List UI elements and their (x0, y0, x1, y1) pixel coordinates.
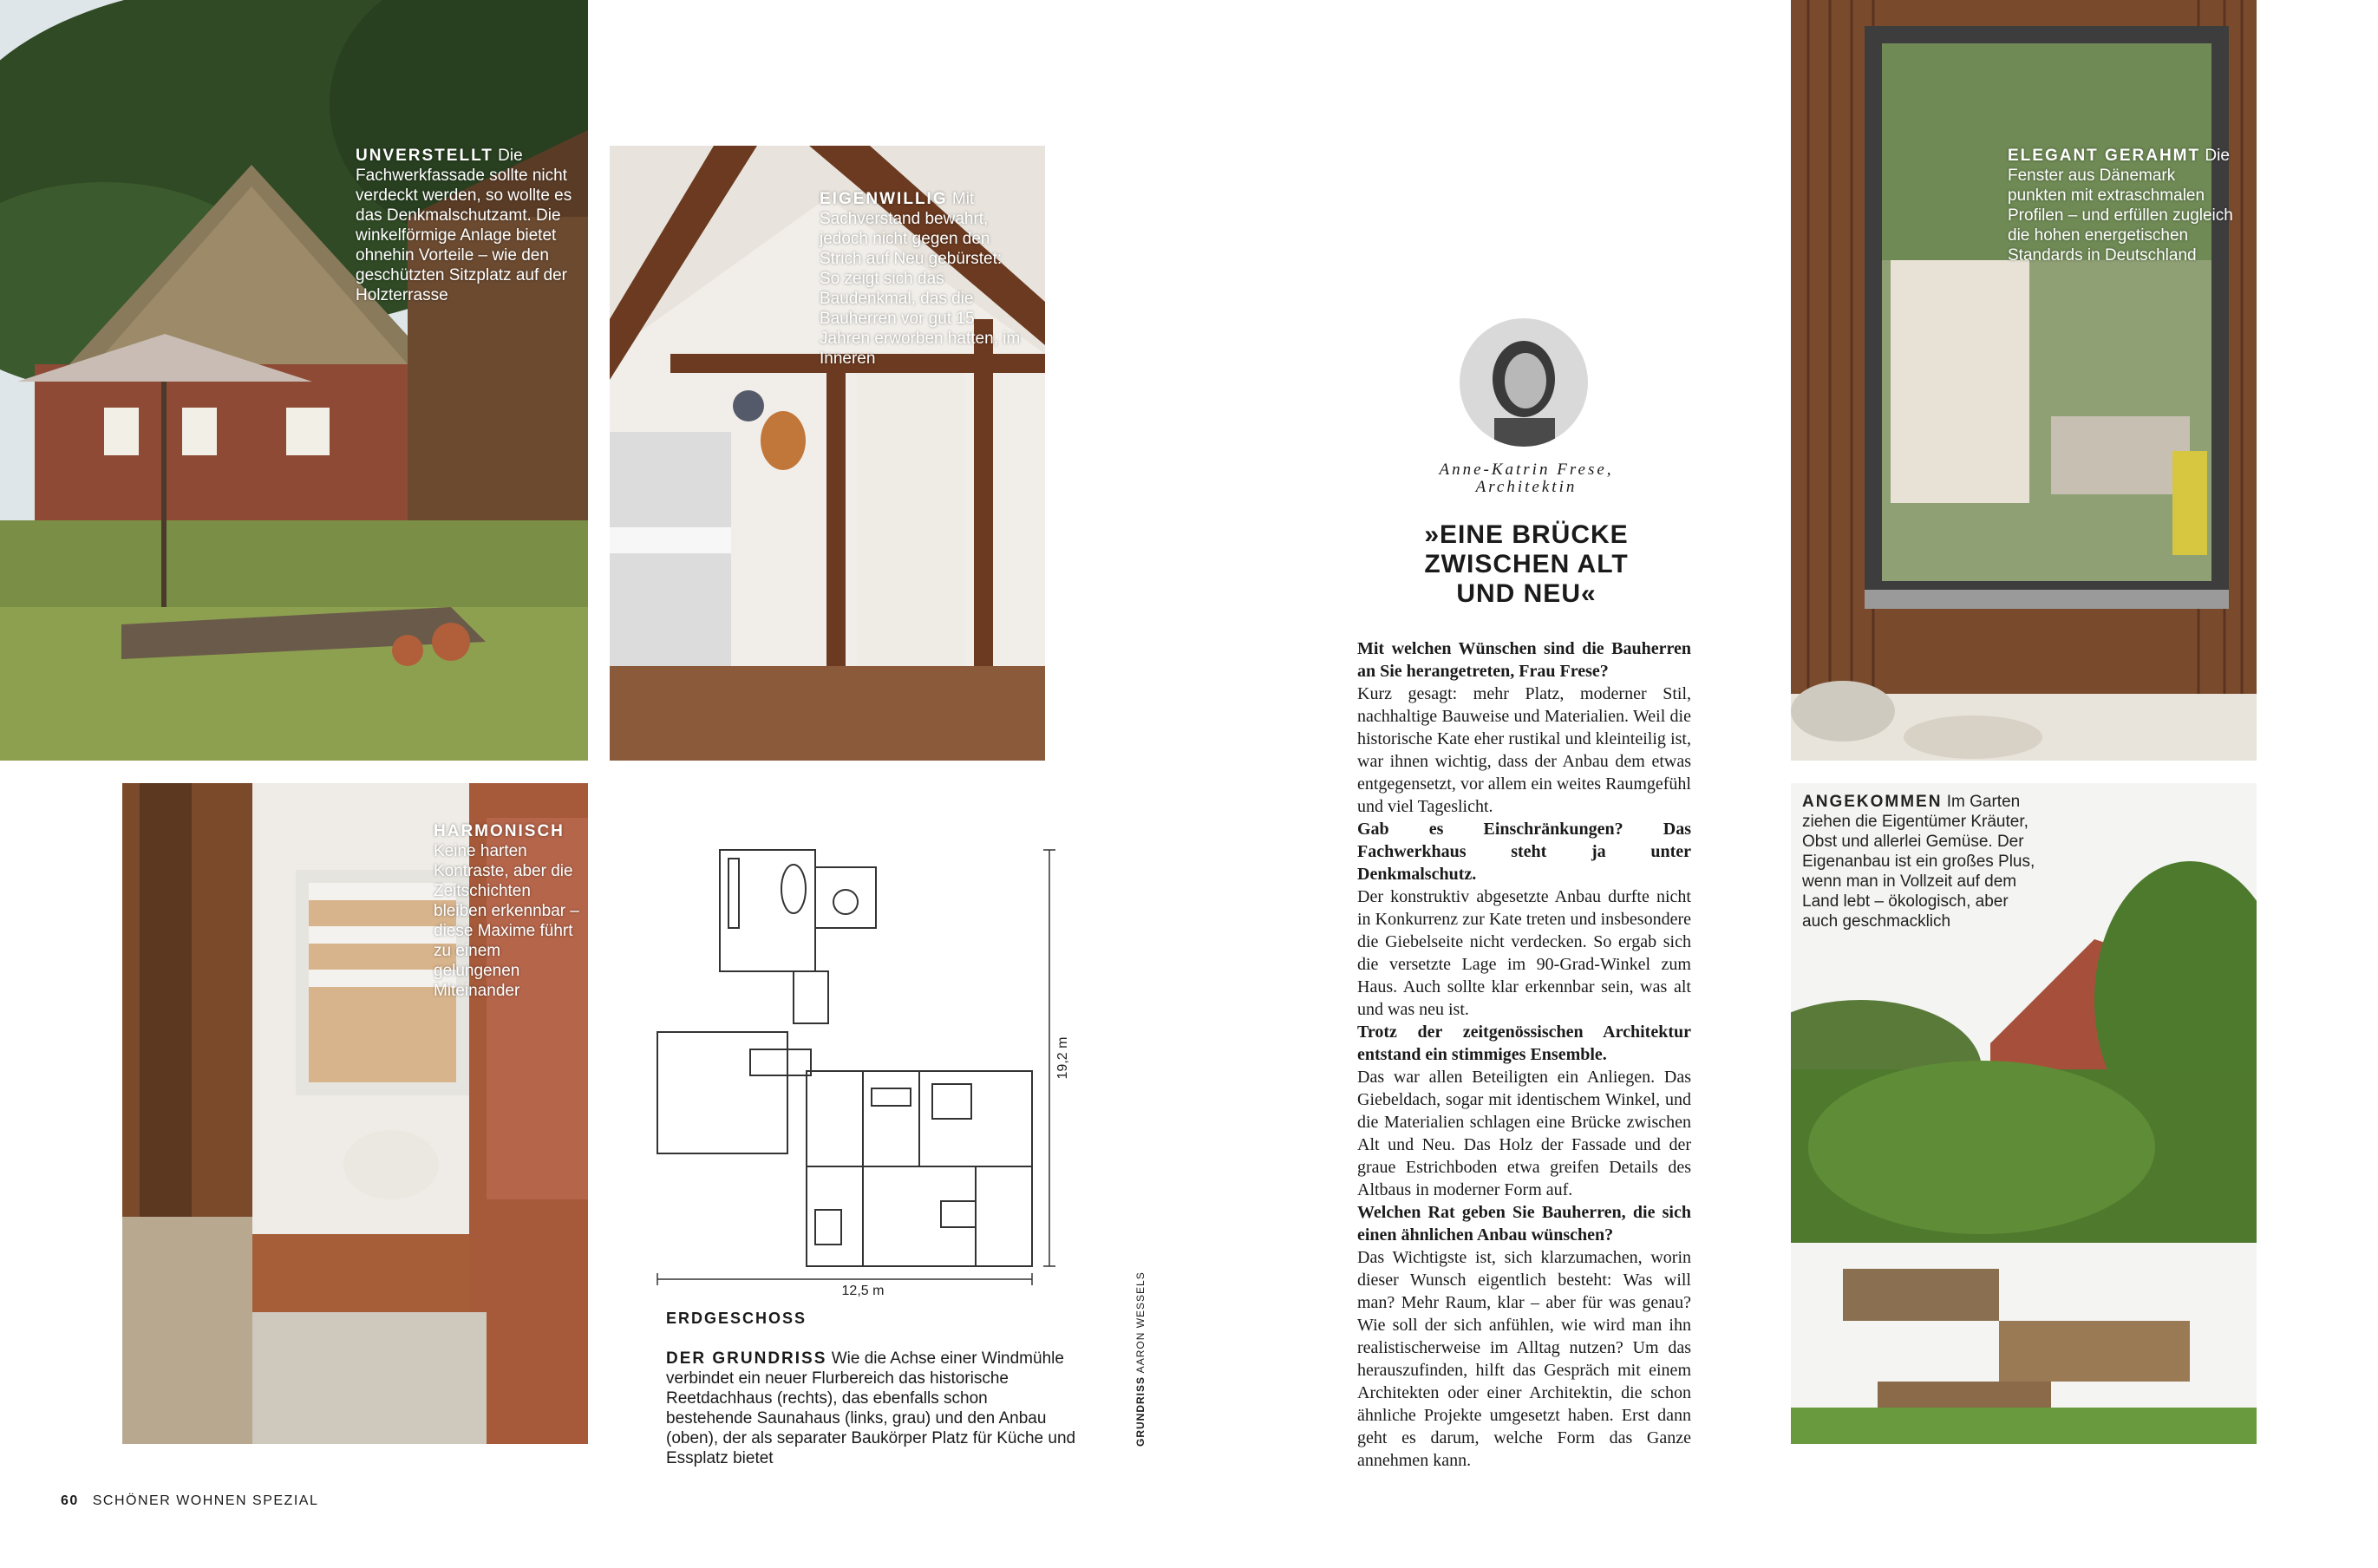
interview-answer: Kurz gesagt: mehr Platz, moderner Stil, nachhaltige Bauweise und Materialien. Weil die historische Kate eher rustikal und kleinteilig ist, war ihnen wichtig, dass der Anbau dem etwas entgegensetzt, vor allem ein weites Raumgefühl und viel Tageslicht. (1357, 684, 1691, 816)
caption-title: ANGEKOMMEN (1802, 793, 1943, 811)
interview-answer: Der konstruktiv abgesetzte Anbau durfte nicht in Konkurrenz zur Kate treten und insbesondere die Giebelseite nicht verdecken. So ergab sich die versetzte Lage im 90-Grad-Winkel zum Haus. Auch sollte klar erkennbar sein, was alt und was neu ist. (1357, 887, 1691, 1019)
plan-description (666, 1349, 1078, 1468)
caption-angekommen (1802, 792, 2036, 931)
author-credit (1362, 461, 1691, 496)
caption-title: EIGENWILLIG (820, 190, 948, 208)
interview-question: Welchen Rat geben Sie Bauherren, die sich einen ähnlichen Anbau wünschen? (1357, 1203, 1691, 1245)
caption-text: Die Fachwerkfassade sollte nicht verdeckt werden, so wollte es das Denkmalschutzamt. Die winkelförmige Anlage bietet ohnehin Vorteile – wie den geschützten Sitzplatz auf der Holzterrasse (356, 147, 572, 304)
plan-height-label: 19,2 m (1055, 1036, 1070, 1080)
page-footer (61, 1493, 318, 1509)
headline-line: ZWISCHEN ALT (1424, 550, 1629, 578)
photo-credit (1134, 1271, 1147, 1447)
interview-question: Gab es Einschränkungen? Das Fachwerkhaus steht ja unter Denkmalschutz. (1357, 820, 1691, 884)
photo-framed-window (1791, 0, 2257, 761)
caption-title: ELEGANT GERAHMT (2008, 147, 2201, 165)
plan-title: DER GRUNDRISS (666, 1349, 827, 1368)
caption-unverstellt (356, 146, 583, 305)
caption-title: HARMONISCH (434, 822, 565, 840)
plan-label: ERDGESCHOSS (666, 1310, 807, 1327)
author-name: Anne-Katrin Frese, (1439, 461, 1614, 479)
caption-elegant-gerahmt (2008, 146, 2235, 265)
floor-plan (655, 837, 1071, 1297)
plan-body: Wie die Achse einer Windmühle verbindet ein neuer Flurbereich das historische Reetdachhaus (rechts), das ebenfalls schon bestehende Saunahaus (links, grau) und den Anbau (oben), der als separater Baukörper Platz für Küche und Essplatz bietet (666, 1349, 1076, 1467)
author-role: Architektin (1475, 478, 1578, 496)
caption-text: Die Fenster aus Dänemark punkten mit extraschmalen Profilen – und erfüllen zugleich die hohen energetischen Standards in Deutschland (2008, 147, 2233, 265)
credit-label: GRUNDRISS (1134, 1375, 1147, 1447)
headline (1353, 520, 1700, 609)
interview-question: Trotz der zeitgenössischen Architektur entstand ein stimmiges Ensemble. (1357, 1022, 1691, 1064)
interview-answer: Das Wichtigste ist, sich klarzumachen, worin dieser Wunsch eigentlich besteht: Was will man? Mehr Raum, klar – aber für was genau? Wie soll der sich anfühlen, wie wird man ihn realistischerweise im Alltag nutzen? Um das herauszufinden, hilft das Gespräch mit einem Architekten oder einer Architektin, die schon ähnliche Projekte umgesetzt haben. Erst dann geht es darum, welche Form das Ganze annehmen kann. (1357, 1248, 1691, 1470)
caption-harmonisch (434, 821, 583, 1001)
interview-question: Mit welchen Wünschen sind die Bauherren an Sie herangetreten, Frau Frese? (1357, 639, 1691, 681)
caption-title: UNVERSTELLT (356, 147, 493, 165)
architect-portrait (1460, 318, 1588, 447)
page-number: 60 (61, 1493, 79, 1508)
plan-width-label: 12,5 m (841, 1284, 885, 1297)
caption-text: Keine harten Kontraste, aber die Zeitschichten bleiben erkennbar – diese Maxime führt zu einem gelungenen Miteinander (434, 842, 579, 1000)
credit-name: AARON WESSELS (1134, 1271, 1147, 1374)
headline-line: »EINE BRÜCKE (1424, 520, 1629, 549)
caption-text: Im Garten ziehen die Eigentümer Kräuter, Obst und allerlei Gemüse. Der Eigenanbau ist ein großes Plus, wenn man in Vollzeit auf dem Land lebt – ökologisch, aber auch geschmacklich (1802, 793, 2035, 931)
interview-answer: Das war allen Beteiligten ein Anliegen. Das Giebeldach, sogar mit identischem Winkel, und die Materialien schlagen eine Brücke zwischen Alt und Neu. Das Holz der Fassade und der graue Estrichboden etwa greifen Details des Altbaus in moderner Form auf. (1357, 1068, 1691, 1199)
magazine-name: SCHÖNER WOHNEN SPEZIAL (92, 1493, 319, 1508)
headline-line: UND NEU« (1456, 579, 1597, 608)
photo-thatched-house (0, 0, 588, 761)
caption-text: Mit Sachverstand bewahrt, jedoch nicht gegen den Strich auf Neu gebürstet: So zeigt sich das Baudenkmal, das die Bauherren vor gut 15 Jahren erworben hatten, im Inneren (820, 190, 1021, 368)
interview-text (1357, 637, 1691, 1472)
caption-eigenwillig (820, 189, 1025, 369)
